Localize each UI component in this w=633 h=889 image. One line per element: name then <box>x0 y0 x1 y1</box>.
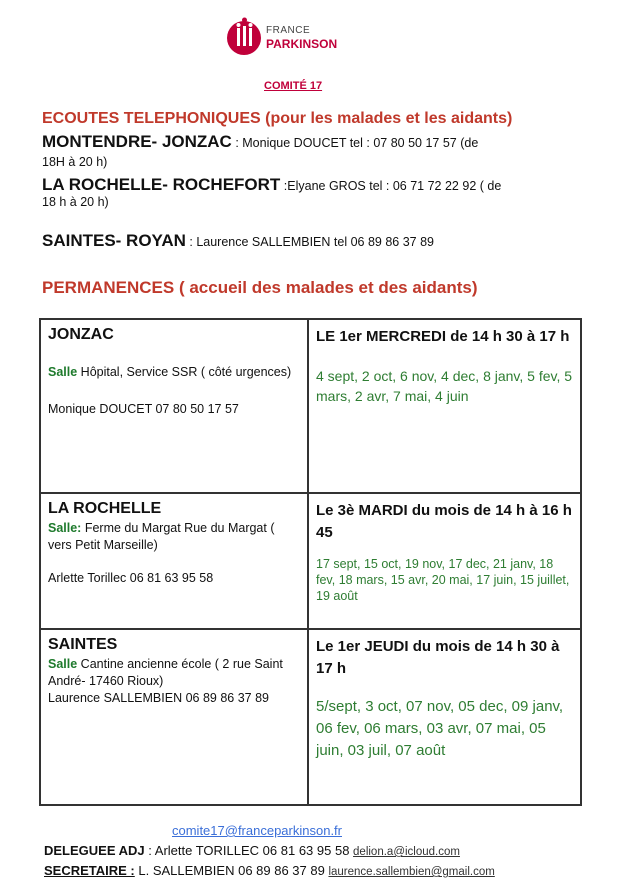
ecoutes-title: ECOUTES TELEPHONIQUES (pour les malades et les aidants) <box>42 110 513 127</box>
ecoute-entry-3 <box>42 231 434 251</box>
cell-location <box>40 493 308 629</box>
france-parkinson-logo <box>226 16 386 64</box>
cell-schedule <box>308 629 581 805</box>
delegue-line <box>44 843 460 858</box>
contact-text: Arlette Torillec 06 81 63 95 58 <box>48 571 214 585</box>
comite-email-link[interactable]: comite17@franceparkinson.fr <box>172 823 342 838</box>
dates-text: 5/sept, 3 oct, 07 nov, 05 dec, 09 janv, 06 fev, 06 mars, 03 avr, 07 mai, 05 juin, 03 juil, 07 août <box>316 698 564 759</box>
contact-text: Laurence SALLEMBIEN 06 89 86 37 89 <box>48 691 269 705</box>
logo-line2: PARKINSON <box>266 37 338 51</box>
salle-text <box>48 364 300 381</box>
cell-location <box>40 629 308 805</box>
salle-detail: Ferme du Margat Rue du Margat ( vers Petit Marseille) <box>48 521 275 552</box>
cell-schedule <box>308 493 581 629</box>
contact-text: Monique DOUCET 07 80 50 17 57 <box>48 402 239 416</box>
permanences-title: PERMANENCES ( accueil des malades et des aidants) <box>42 278 478 297</box>
ecoute-place: SAINTES- ROYAN <box>42 231 186 250</box>
city-name: LA ROCHELLE <box>48 500 162 517</box>
salle-text <box>48 656 300 690</box>
logo-line1: FRANCE <box>266 25 311 36</box>
delegue-email[interactable]: delion.a@icloud.com <box>353 846 460 858</box>
secretaire-email[interactable]: laurence.sallembien@gmail.com <box>328 866 495 878</box>
ecoute-info-cont: 18H à 20 h) <box>42 155 108 169</box>
dates-text: 4 sept, 2 oct, 6 nov, 4 dec, 8 janv, 5 fev, 5 mars, 2 avr, 7 mai, 4 juin <box>316 368 573 404</box>
ecoute-entry-2 <box>42 175 501 195</box>
salle-label: Salle <box>48 657 78 671</box>
ecoute-info: : Monique DOUCET tel : 07 80 50 17 57 (de <box>231 136 479 150</box>
ecoute-place: MONTENDRE- JONZAC <box>42 132 232 151</box>
parkinson-logo-icon <box>226 16 262 56</box>
salle-label: Salle: <box>48 521 82 535</box>
secretaire-line <box>44 863 495 878</box>
comite-label: COMITÉ 17 <box>264 80 323 92</box>
salle-text <box>48 520 300 554</box>
salle-detail: Cantine ancienne école ( 2 rue Saint André- 17460 Rioux) <box>48 657 283 688</box>
permanences-table <box>39 318 582 806</box>
delegue-text: : Arlette TORILLEC 06 81 63 95 58 <box>144 843 354 858</box>
secretaire-label: SECRETAIRE : <box>44 863 135 878</box>
city-name: SAINTES <box>48 636 118 653</box>
table-row <box>40 629 581 805</box>
salle-label: Salle <box>48 365 78 379</box>
ecoute-info-cont: 18 h à 20 h) <box>42 195 109 209</box>
table-row <box>40 493 581 629</box>
salle-detail: Hôpital, Service SSR ( côté urgences) <box>77 365 292 379</box>
schedule-text: Le 1er JEUDI du mois de 14 h 30 à 17 h <box>316 638 560 677</box>
schedule-text: LE 1er MERCREDI de 14 h 30 à 17 h <box>316 328 570 345</box>
ecoute-entry-1 <box>42 132 478 152</box>
delegue-label: DELEGUEE ADJ <box>44 843 145 858</box>
schedule-text: Le 3è MARDI du mois de 14 h à 16 h 45 <box>316 502 572 541</box>
ecoute-info: :Elyane GROS tel : 06 71 72 22 92 ( de <box>280 179 502 193</box>
email-link[interactable] <box>172 823 342 838</box>
ecoute-place: LA ROCHELLE- ROCHEFORT <box>42 175 281 194</box>
cell-location <box>40 319 308 493</box>
city-name: JONZAC <box>48 326 114 343</box>
table-row <box>40 319 581 493</box>
cell-schedule <box>308 319 581 493</box>
ecoute-info: : Laurence SALLEMBIEN tel 06 89 86 37 89 <box>185 235 434 249</box>
secretaire-text: L. SALLEMBIEN 06 89 86 37 89 <box>134 863 329 878</box>
dates-text: 17 sept, 15 oct, 19 nov, 17 dec, 21 janv, 18 fev, 18 mars, 15 avr, 20 mai, 17 juin, 15 juillet, 19 août <box>316 557 570 603</box>
